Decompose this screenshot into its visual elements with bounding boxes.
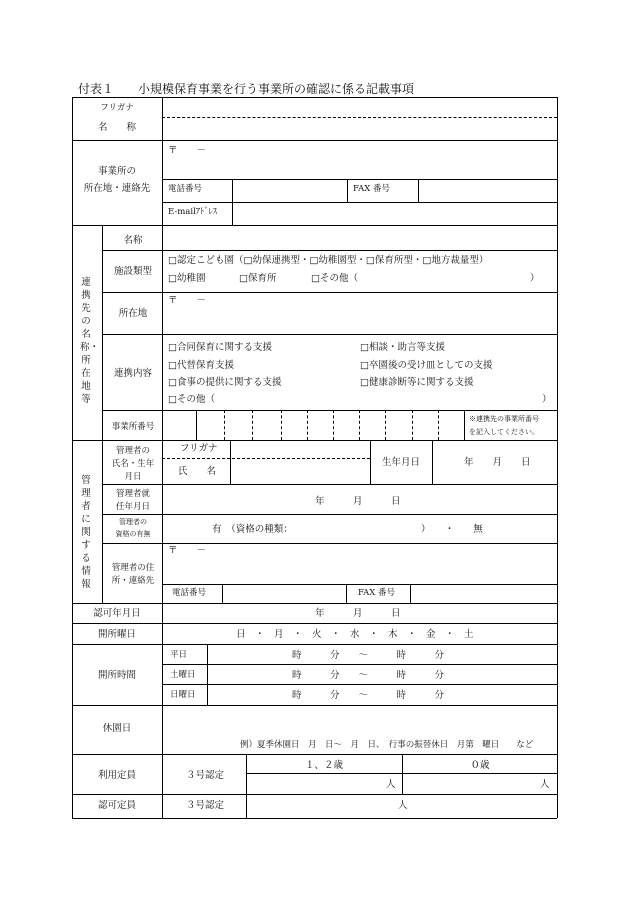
office-number-label: 事業所番号 bbox=[111, 422, 155, 432]
partner-postal: 〒 － bbox=[168, 295, 207, 306]
table-rule bbox=[402, 754, 403, 794]
table-rule bbox=[102, 292, 557, 293]
table-rule bbox=[72, 97, 73, 818]
approved-type: ３号認定 bbox=[185, 800, 225, 811]
table-rule bbox=[72, 97, 557, 98]
content-item: □相談・助言等支援 bbox=[360, 342, 445, 353]
table-rule bbox=[232, 179, 233, 202]
table-rule bbox=[102, 225, 103, 440]
partner-name-label: 名称 bbox=[123, 235, 143, 246]
table-rule bbox=[464, 410, 465, 440]
manager-postal: 〒 － bbox=[168, 545, 207, 556]
content-item: □卒園後の受け皿としての支援 bbox=[360, 360, 493, 371]
table-rule bbox=[196, 410, 197, 440]
capacity-age-1-2: １、２歳 bbox=[304, 760, 344, 771]
open-days-value: 日 ・ 月 ・ 火 ・ 水 ・ 木 ・ 金 ・ 土 bbox=[236, 629, 474, 640]
dashed-rule bbox=[252, 410, 253, 440]
table-rule bbox=[162, 684, 557, 685]
table-rule bbox=[102, 440, 103, 603]
qualification-label: 管理者の bbox=[119, 518, 147, 526]
birth-value: 年 月 日 bbox=[464, 457, 531, 468]
fax-label: FAX 番号 bbox=[353, 184, 391, 194]
weekday-hours: 時 分 ～ 時 分 bbox=[292, 650, 445, 661]
weekday-label: 平日 bbox=[170, 650, 188, 660]
table-rule bbox=[557, 97, 558, 818]
table-rule bbox=[72, 705, 557, 706]
capacity-type: ３号認定 bbox=[185, 770, 225, 781]
furigana-label: フリガナ bbox=[100, 103, 134, 113]
table-rule bbox=[232, 202, 233, 225]
table-rule bbox=[246, 754, 247, 818]
capacity-unit: 人 bbox=[540, 779, 550, 790]
open-days-label: 開所曜日 bbox=[97, 629, 137, 640]
partner-location-label: 所在地 bbox=[118, 308, 148, 319]
table-rule bbox=[222, 584, 223, 603]
dashed-rule bbox=[412, 410, 413, 440]
table-rule bbox=[162, 202, 557, 203]
facility-type-label: 施設類型 bbox=[113, 266, 153, 277]
dashed-rule bbox=[333, 410, 334, 440]
table-rule bbox=[230, 440, 231, 484]
office-number-note: ※連携先の事業所番号 bbox=[469, 415, 539, 423]
table-rule bbox=[432, 440, 433, 484]
table-rule bbox=[72, 794, 557, 795]
license-date-label: 認可年月日 bbox=[93, 608, 141, 619]
qualification-value: 有 （資格の種類： ） ・ 無 bbox=[212, 524, 483, 535]
open-hours-label: 開所時間 bbox=[97, 670, 137, 681]
table-rule bbox=[102, 250, 557, 251]
email-label: E-mailｱﾄﾞﾚｽ bbox=[168, 207, 218, 217]
dashed-rule bbox=[359, 410, 360, 440]
paren-close: ） bbox=[542, 394, 552, 405]
paren-close: ） bbox=[530, 273, 540, 284]
table-rule bbox=[72, 623, 557, 624]
approved-label: 認可定員 bbox=[97, 800, 137, 811]
partner-side-label: 連携先の名称・所在地等 bbox=[80, 277, 100, 405]
table-rule bbox=[72, 644, 557, 645]
table-rule bbox=[370, 440, 371, 484]
sunday-label: 日曜日 bbox=[170, 690, 196, 700]
saturday-label: 土曜日 bbox=[170, 670, 196, 680]
table-rule bbox=[347, 179, 348, 202]
office-address-label: 所在地・連絡先 bbox=[83, 183, 151, 194]
capacity-age-0: ０歳 bbox=[470, 760, 490, 771]
capacity-unit: 人 bbox=[386, 779, 396, 790]
office-address-label: 事業所の bbox=[97, 166, 137, 177]
holidays-label: 休園日 bbox=[102, 723, 132, 734]
facility-other: □その他（ bbox=[311, 273, 358, 284]
license-date-value: 年 月 日 bbox=[315, 608, 401, 619]
table-rule bbox=[346, 584, 347, 603]
facility-kindergarten: □幼稚園 bbox=[168, 273, 206, 284]
appoint-label: 管理者就 bbox=[115, 489, 151, 499]
appoint-value: 年 月 日 bbox=[315, 496, 401, 507]
dashed-rule bbox=[307, 410, 308, 440]
manager-name-label: 月日 bbox=[124, 472, 142, 482]
manager-address-label: 管理者の住 bbox=[111, 563, 155, 573]
facility-nursery: □保育所 bbox=[239, 273, 277, 284]
partner-content-label: 連携内容 bbox=[113, 368, 153, 379]
table-rule bbox=[102, 543, 557, 544]
name-label: 名 称 bbox=[97, 122, 137, 133]
table-rule bbox=[102, 334, 557, 335]
table-rule bbox=[72, 140, 557, 141]
capacity-label: 利用定員 bbox=[97, 770, 137, 781]
approved-unit: 人 bbox=[398, 800, 408, 811]
manager-name: 氏 名 bbox=[178, 466, 217, 477]
table-rule bbox=[102, 484, 557, 485]
content-item: □食事の提供に関する支援 bbox=[168, 377, 282, 388]
manager-address-label: 所・連絡先 bbox=[111, 576, 155, 586]
tel-label: 電話番号 bbox=[168, 184, 203, 194]
table-rule bbox=[418, 179, 419, 202]
dashed-rule bbox=[224, 410, 225, 440]
table-rule bbox=[162, 179, 557, 180]
dashed-rule bbox=[385, 410, 386, 440]
manager-side-label: 管理者に関する情報 bbox=[81, 475, 91, 590]
table-rule bbox=[72, 440, 557, 441]
table-rule bbox=[410, 584, 411, 603]
birth-label: 生年月日 bbox=[382, 457, 421, 468]
holidays-example: 例）夏季休園日 月 日～ 月 日、 行事の振替休日 月第 曜日 など bbox=[240, 740, 534, 750]
postal-mark: 〒 － bbox=[168, 145, 207, 156]
table-rule bbox=[102, 514, 557, 515]
content-item: □その他（ bbox=[168, 394, 215, 405]
dashed-rule bbox=[281, 410, 282, 440]
form-title-text: 小規模保育事業を行う事業所の確認に係る記載事項 bbox=[138, 82, 415, 96]
saturday-hours: 時 分 ～ 時 分 bbox=[292, 670, 445, 681]
content-item: □代替保育支援 bbox=[168, 360, 234, 371]
dashed-rule bbox=[438, 410, 439, 440]
facility-type-line1: □認定こども園（□幼保連携型・□幼稚園型・□保育所型・□地方裁量型） bbox=[168, 255, 489, 266]
dashed-rule bbox=[162, 458, 370, 459]
qualification-label: 資格の有無 bbox=[115, 530, 151, 538]
table-rule bbox=[72, 818, 557, 819]
form-number: 付表１ bbox=[78, 82, 115, 96]
sunday-hours: 時 分 ～ 時 分 bbox=[292, 690, 445, 701]
content-item: □合同保育に関する支援 bbox=[168, 342, 272, 353]
manager-name-label: 氏名・生年 bbox=[111, 459, 155, 469]
table-rule bbox=[207, 644, 208, 705]
table-rule bbox=[72, 754, 557, 755]
manager-name-label: 管理者の bbox=[115, 446, 151, 456]
manager-furigana: フリガナ bbox=[180, 443, 218, 454]
dashed-rule bbox=[162, 117, 557, 118]
manager-tel-label: 電話番号 bbox=[172, 588, 207, 598]
appoint-label: 任年月日 bbox=[115, 502, 151, 512]
content-item: □健康診断等に関する支援 bbox=[360, 377, 474, 388]
table-rule bbox=[162, 664, 557, 665]
table-rule bbox=[72, 603, 557, 604]
table-rule bbox=[72, 225, 557, 226]
manager-fax-label: FAX 番号 bbox=[358, 588, 396, 598]
office-number-note: を記入してください。 bbox=[469, 428, 539, 436]
table-rule bbox=[102, 410, 557, 411]
